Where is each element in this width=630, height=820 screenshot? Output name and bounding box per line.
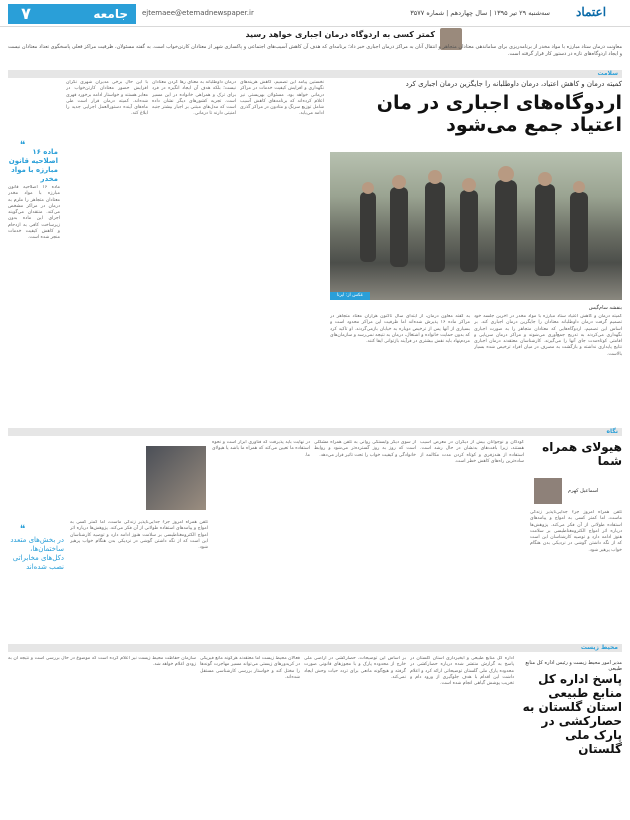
article2-photo	[146, 446, 206, 510]
article1-photo-caption: عکس از: ایرنا	[330, 292, 370, 300]
article1-column: کمیته درمان و کاهش اعتیاد ستاد مبارزه با مواد مخدر در آخرین جلسه خود تصمیم گرفت درمان داوطلبانه معتادان را جایگزین درمان اجباری کند. بر اساس این تصمیم، اردوگاه‌هایی که معتادان متجاهر را به صورت اجباری نگهداری می‌کردند به تدریج جمع‌آوری می‌شوند و مراکز درمان سرپایی و اقامتی کوتاه‌مدت جای آنها را می‌گیرند. کارشناسان معتقدند درمان اجباری نتایج پایداری نداشته و بازگشت به مصرف در میان افراد ترخیص شده بسیار بالاست.	[474, 314, 622, 357]
article2-column: تلفن همراه امروز جزء جدایی‌ناپذیر زندگی ماست، اما کمتر کسی به امواج و پیامدهای استفاده طولانی از آن فکر می‌کند. پژوهش‌ها درباره اثر امواج الکترومغناطیسی بر سلامت هنوز ادامه دارد و توصیه کارشناسان این است که از نگه داشتن گوشی در نزدیکی بدن هنگام خواب پرهیز شود.	[530, 510, 622, 553]
article2-column: از سوی دیگر وابستگی روانی به تلفن همراه مشکلی است که روز به روز گسترده‌تر می‌شود و روابط خانوادگی و کیفیت خواب را تحت تاثیر قرار می‌دهد.	[314, 440, 416, 458]
article1-title: اردوگاه‌های اجباری در مان اعتیاد جمع می‌شود	[376, 92, 622, 136]
quote-icon: ❝	[20, 524, 26, 535]
article2-column: کودکان و نوجوانان بیش از دیگران در معرض آسیب هستند، زیرا بافت‌های بدنشان در حال رشد است. استفاده از هندزفری و کوتاه کردن مدت مکالمه از ساده‌ترین راه‌های کاهش خطر است.	[420, 440, 524, 464]
article1-photo	[330, 152, 622, 300]
article3-column: سازمان حفاظت محیط زیست نیز اعلام کرده است که موضوع در حال بررسی است و نتیجه آن به زودی اعلام خواهد شد.	[8, 656, 196, 668]
article1-column: به گفته معاون درمان، از ابتدای سال تاکنون هزاران معتاد متجاهر در مراکز ماده ۱۶ پذیرش شده‌اند اما ظرفیت این مراکز محدود است و بسیاری از آنها پس از ترخیص دوباره به خیابان بازمی‌گردند. او تاکید کرد که بدون حمایت خانواده و اشتغال، درمان به نتیجه نمی‌رسد و سازمان‌های مردم‌نهاد باید نقش بیشتری در فرآیند بازتوانی ایفا کنند.	[330, 314, 470, 345]
sidebar1-text: ماده ۱۶ اصلاحیه قانون مبارزه با مواد مخدر معتادان متجاهر را ملزم به درمان در مراکز مشخص می‌کند. منتقدان می‌گویند اجرای این ماده بدون زیرساخت کافی به ازدحام و کاهش کیفیت خدمات منجر شده است.	[8, 185, 60, 241]
article1-column: درمان داوطلبانه به معنای رها کردن معتادان نیست؛ بلکه هدف آن ایجاد انگیزه در فرد برای ترک و همراهی خانواده در این مسیر است. تجربه کشورهای دیگر نشان داده است که مدل‌های مبتنی بر اجبار بیشتر جنبه امنیتی دارند تا درمانی.	[152, 80, 236, 117]
article3-title: پاسخ اداره کل منابع طبیعی استان گلستان به حصارکشی در پارک ملی گلستان	[522, 672, 622, 756]
newspaper-logo: اعتماد	[575, 5, 607, 19]
intro-headline: کمتر کسی به اردوگاه درمان اجباری خواهد رسید	[245, 30, 435, 39]
dateline: سه‌شنبه ۲۹ تیر ۱۳۹۵ | سال چهاردهم | شماره ۳۵۷۷	[410, 9, 550, 17]
intro-text: معاونت درمان ستاد مبارزه با مواد مخدر از برنامه‌ریزی برای ساماندهی معتادان متجاهر و انتقال آنان به مراکز درمان اجباری خبر داد؛ برنامه‌ای که هدف آن کاهش آسیب‌های اجتماعی و پاکسازی شهر از معتادان کارتن‌خواب است. به گفته مسئولان، ظرفیت مراکز فعلی پاسخگوی تعداد معتادان نیست و ایجاد اردوگاه‌های تازه در دستور کار قرار گرفته است.	[8, 44, 622, 57]
section-bar-view	[8, 428, 622, 436]
quote-icon: ❝	[20, 140, 26, 151]
section-bar-label: نگاه	[606, 428, 618, 435]
article3-column: فعالان محیط زیست اما معتقدند هرگونه مانع فیزیکی در کریدورهای زیستی می‌تواند مسیر مهاجرت گونه‌ها را مختل کند و خواستار بررسی کارشناسی مستقل شده‌اند.	[200, 656, 300, 680]
article1-photo-figures	[330, 152, 622, 300]
article1-column: نخستین پیامد این تصمیم، کاهش هزینه‌های نگهداری و افزایش کیفیت خدمات در مراکز درمانی خواهد بود. مسئولان بهزیستی نیز اعلام کرده‌اند که برنامه‌های کاهش آسیب شامل توزیع سرنگ و متادون در مراکز گذری ادامه می‌یابد.	[240, 80, 324, 117]
section-email[interactable]: ejtemaee@etemadnewspaper.ir	[142, 9, 254, 17]
author-photo	[534, 478, 562, 504]
section-bar-health	[8, 70, 622, 78]
article3-column: اداره کل منابع طبیعی و آبخیزداری استان گلستان در پاسخ به گزارش منتشر شده درباره حصارکشی در محدوده پارک ملی گلستان توضیحاتی ارائه کرد و اعلام داشت این اقدام با هدف جلوگیری از ورود دام و تخریب پوشش گیاهی انجام شده است.	[410, 656, 514, 687]
article2-title: هیولای همراه شما	[542, 440, 622, 468]
article1-byline: بنفشه سام‌گیس	[588, 305, 622, 311]
article2-column: در نهایت باید پذیرفت که فناوری ابزار است و نحوه استفاده ما تعیین می‌کند که همراه ما باشد یا هیولای ما.	[212, 440, 310, 458]
sidebar2-title: در بخش‌های متعدد ساختمان‌ها، دکل‌های مخابراتی نصب شده‌اند	[10, 536, 64, 571]
section-bar-environment	[8, 644, 622, 652]
article1-column: با این حال برخی مدیران شهری نگران افزایش حضور معتادان کارتن‌خواب در معابر هستند و خواستار ادامه برخورد قهری شده‌اند. کمیته درمان قرار است طی ماه‌های آینده دستورالعمل اجرایی جدید را ابلاغ کند.	[66, 80, 148, 117]
article1-kicker: کمیته درمان و کاهش اعتیاد، درمان داوطلبانه را جایگزین درمان اجباری کرد	[405, 80, 622, 88]
section-label: جامعه	[44, 4, 136, 24]
article3-column: بر اساس این توضیحات، حصارکشی در اراضی ملی خارج از محدوده پارک و با مجوزهای قانونی صورت گرفته و هیچ‌گونه مانعی برای تردد حیات وحش ایجاد نمی‌کند.	[304, 656, 406, 680]
article2-column: تلفن همراه امروز جزء جدایی‌ناپذیر زندگی ماست، اما کمتر کسی به امواج و پیامدهای استفاده طولانی از آن فکر می‌کند. پژوهش‌ها درباره اثر امواج الکترومغناطیسی بر سلامت هنوز ادامه دارد و توصیه کارشناسان این است که از نگه داشتن گوشی در نزدیکی بدن هنگام خواب پرهیز شود.	[70, 520, 208, 551]
section-bar-label: سلامت	[597, 70, 618, 77]
article2-author: اسماعیل کهرم	[568, 488, 599, 494]
sidebar1-title: ماده ۱۶ اصلاحیه قانون مبارزه با مواد مخدر	[8, 148, 58, 183]
section-bar-label: محیط زیست	[580, 644, 618, 651]
article3-kicker: مدیر امور محیط زیست و رئیس اداره کل منابع طبیعی	[525, 660, 622, 672]
page-number: ۷	[8, 4, 44, 24]
